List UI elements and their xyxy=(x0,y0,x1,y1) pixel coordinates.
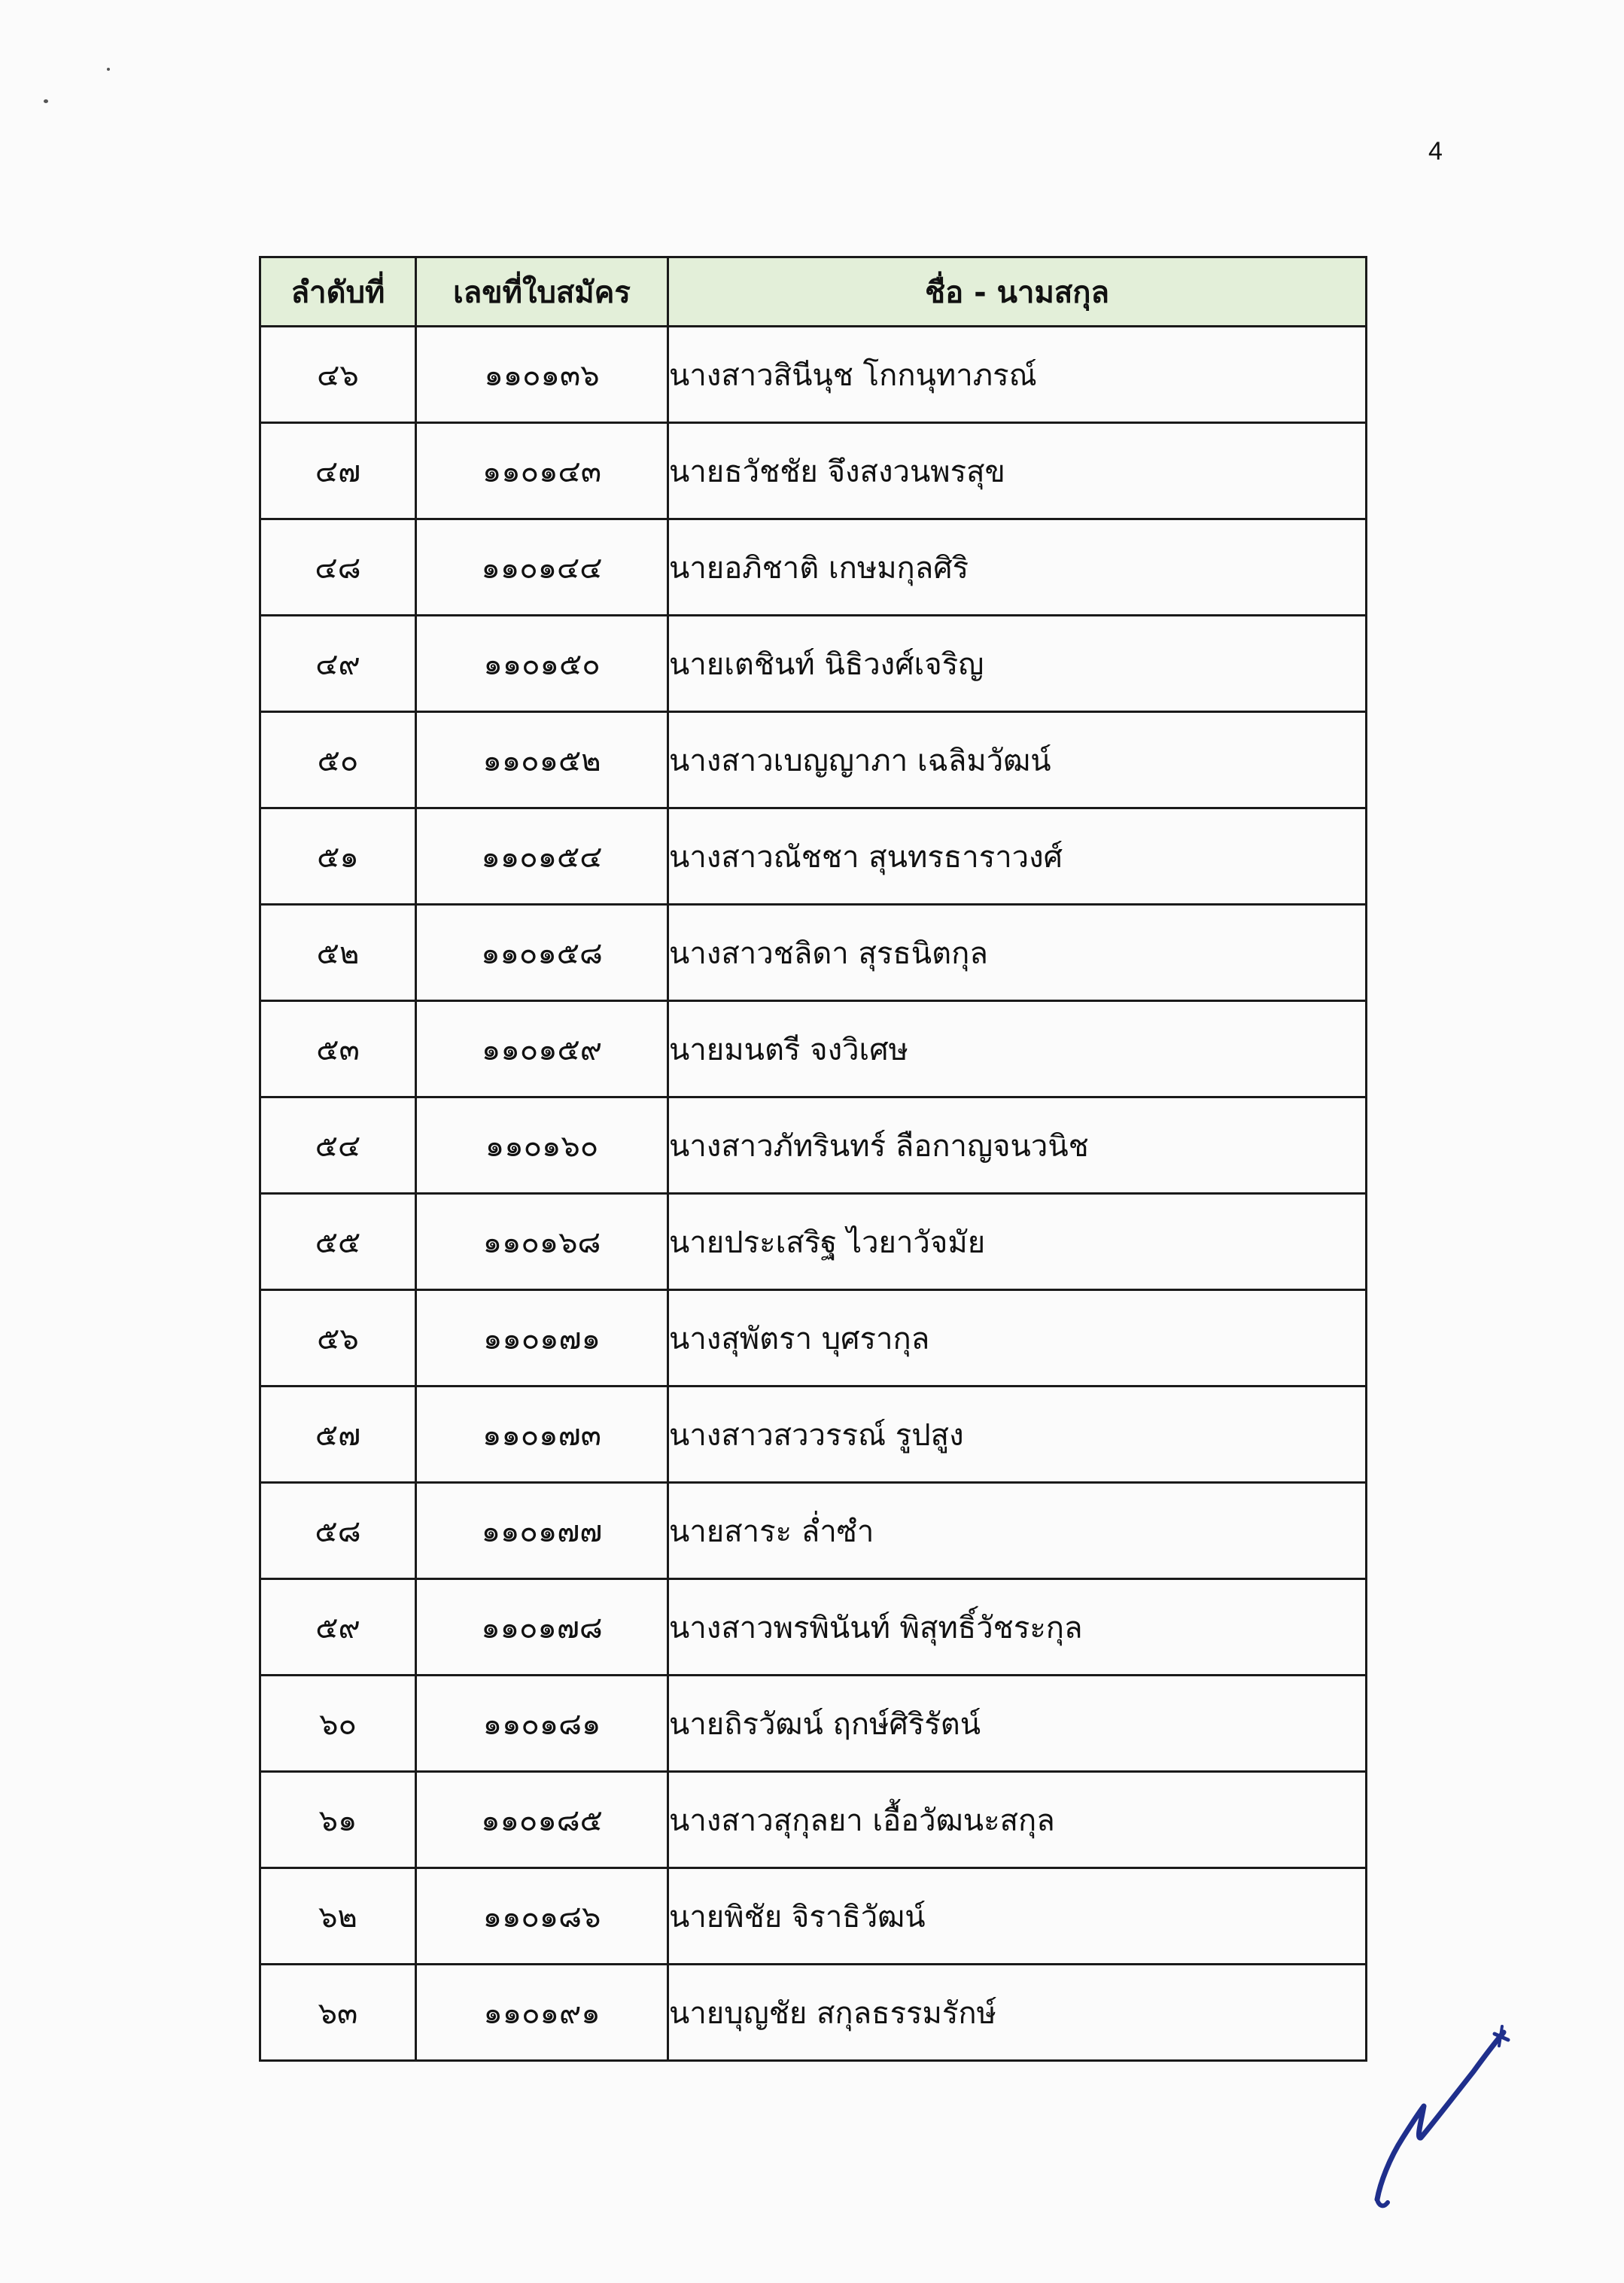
application-number-cell: ๑๑๐๑๗๗ xyxy=(416,1483,668,1579)
table-row xyxy=(260,327,1367,423)
signature-mark xyxy=(1324,1980,1520,2221)
scan-speck xyxy=(107,68,110,71)
application-number-cell: ๑๑๐๑๕๔ xyxy=(416,808,668,905)
order-cell: ๔๗ xyxy=(260,423,416,519)
application-number-cell: ๑๑๐๑๙๑ xyxy=(416,1965,668,2061)
full-name-cell: นายเตชินท์ นิธิวงศ์เจริญ xyxy=(668,616,1367,712)
applicant-table xyxy=(259,256,1367,2062)
order-cell: ๕๕ xyxy=(260,1194,416,1290)
order-cell: ๔๘ xyxy=(260,519,416,616)
order-cell: ๕๒ xyxy=(260,905,416,1001)
page-number: 4 xyxy=(1428,137,1443,166)
scan-speck xyxy=(44,99,48,103)
application-number-cell: ๑๑๐๑๘๕ xyxy=(416,1772,668,1868)
order-cell: ๕๔ xyxy=(260,1097,416,1194)
application-number-cell: ๑๑๐๑๘๖ xyxy=(416,1868,668,1965)
application-number-cell: ๑๑๐๑๘๑ xyxy=(416,1676,668,1772)
table-row xyxy=(260,1772,1367,1868)
full-name-cell: นางสาวเบญญาภา เฉลิมวัฒน์ xyxy=(668,712,1367,808)
order-cell: ๕๙ xyxy=(260,1579,416,1676)
application-number-cell: ๑๑๐๑๕๐ xyxy=(416,616,668,712)
application-number-cell: ๑๑๐๑๔๔ xyxy=(416,519,668,616)
table-row xyxy=(260,519,1367,616)
full-name-cell: นายสาระ ล่ำซำ xyxy=(668,1483,1367,1579)
full-name-cell: นายถิรวัฒน์ ฤกษ์ศิริรัตน์ xyxy=(668,1676,1367,1772)
table-row xyxy=(260,423,1367,519)
table-row xyxy=(260,1290,1367,1387)
application-number-cell: ๑๑๐๑๕๒ xyxy=(416,712,668,808)
full-name-cell: นางสาวสินีนุช โกกนุทาภรณ์ xyxy=(668,327,1367,423)
table-row xyxy=(260,1868,1367,1965)
full-name-cell: นายบุญชัย สกุลธรรมรักษ์ xyxy=(668,1965,1367,2061)
full-name-cell: นางสาวณัชชา สุนทรธาราวงศ์ xyxy=(668,808,1367,905)
order-cell: ๖๓ xyxy=(260,1965,416,2061)
header-order: ลำดับที่ xyxy=(260,257,416,327)
order-cell: ๖๒ xyxy=(260,1868,416,1965)
full-name-cell: นางสาวสววรรณ์ รูปสูง xyxy=(668,1387,1367,1483)
application-number-cell: ๑๑๐๑๓๖ xyxy=(416,327,668,423)
order-cell: ๕๑ xyxy=(260,808,416,905)
table-row xyxy=(260,1965,1367,2061)
application-number-cell: ๑๑๐๑๕๙ xyxy=(416,1001,668,1097)
table-row xyxy=(260,808,1367,905)
table-row xyxy=(260,616,1367,712)
application-number-cell: ๑๑๐๑๗๑ xyxy=(416,1290,668,1387)
full-name-cell: นายอภิชาติ เกษมกุลศิริ xyxy=(668,519,1367,616)
table-row xyxy=(260,1387,1367,1483)
application-number-cell: ๑๑๐๑๖๘ xyxy=(416,1194,668,1290)
full-name-cell: นายประเสริฐ ไวยาวัจมัย xyxy=(668,1194,1367,1290)
full-name-cell: นางสาวชลิดา สุรธนิตกุล xyxy=(668,905,1367,1001)
table-row xyxy=(260,712,1367,808)
table-row xyxy=(260,905,1367,1001)
full-name-cell: นายธวัชชัย จึงสงวนพรสุข xyxy=(668,423,1367,519)
full-name-cell: นายมนตรี จงวิเศษ xyxy=(668,1001,1367,1097)
application-number-cell: ๑๑๐๑๗๘ xyxy=(416,1579,668,1676)
header-full-name: ชื่อ - นามสกุล xyxy=(668,257,1367,327)
order-cell: ๔๙ xyxy=(260,616,416,712)
table-row xyxy=(260,1097,1367,1194)
table-header-row xyxy=(260,257,1367,327)
application-number-cell: ๑๑๐๑๗๓ xyxy=(416,1387,668,1483)
full-name-cell: นางสุพัตรา บุศรากุล xyxy=(668,1290,1367,1387)
order-cell: ๕๘ xyxy=(260,1483,416,1579)
full-name-cell: นางสาวพรพินันท์ พิสุทธิ์วัชระกุล xyxy=(668,1579,1367,1676)
order-cell: ๖๑ xyxy=(260,1772,416,1868)
application-number-cell: ๑๑๐๑๔๓ xyxy=(416,423,668,519)
table-row xyxy=(260,1579,1367,1676)
order-cell: ๔๖ xyxy=(260,327,416,423)
table-row xyxy=(260,1676,1367,1772)
table-row xyxy=(260,1001,1367,1097)
order-cell: ๕๗ xyxy=(260,1387,416,1483)
full-name-cell: นางสาวภัทรินทร์ ลือกาญจนวนิช xyxy=(668,1097,1367,1194)
order-cell: ๖๐ xyxy=(260,1676,416,1772)
order-cell: ๕๓ xyxy=(260,1001,416,1097)
full-name-cell: นางสาวสุกุลยา เอื้อวัฒนะสกุล xyxy=(668,1772,1367,1868)
order-cell: ๕๖ xyxy=(260,1290,416,1387)
table-row xyxy=(260,1194,1367,1290)
application-number-cell: ๑๑๐๑๕๘ xyxy=(416,905,668,1001)
full-name-cell: นายพิชัย จิราธิวัฒน์ xyxy=(668,1868,1367,1965)
application-number-cell: ๑๑๐๑๖๐ xyxy=(416,1097,668,1194)
table-row xyxy=(260,1483,1367,1579)
order-cell: ๕๐ xyxy=(260,712,416,808)
header-application-number: เลขที่ใบสมัคร xyxy=(416,257,668,327)
